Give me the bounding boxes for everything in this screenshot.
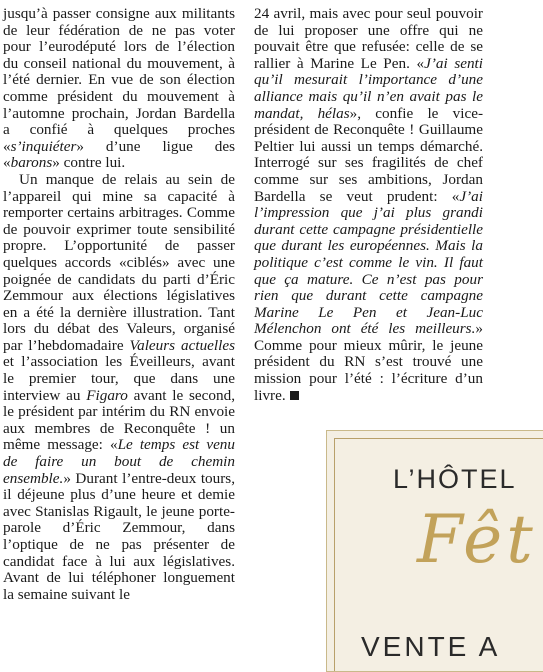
paragraph-text: avant le second, le président par intérim du RN envoie aux membres de Reconquête ! un même message: « [3, 386, 235, 454]
advertisement[interactable] [326, 430, 543, 672]
paragraph-text: 24 avril, mais avec pour seul pouvoir de lui proposer une offre qui ne pouvait être que refusée: celle de se rallier à Marine Le Pen. « [254, 5, 483, 72]
quote-text: J’ai l’impression que j’ai plus grandi durant cette campagne présidentielle que durant les européennes. Mais la politique c’est comme le vin. Il faut que ça mature. Ce n’est pas pour rien que durant cette campagne Marine Le Pen et Jean-Luc Mélenchon ont été les meilleurs. [254, 187, 483, 338]
paragraph-text: Un manque de relais au sein de l’appareil qui mine sa capacité à remporter certains arbitrages. Comme de pouvoir exprimer toute sensibilité propre. L’opportunité de passer quelques accords «ciblés» avec une poignée de candidats du parti d’Éric Zemmour aux élections législatives en a été la dernière illustration. Tant lors du débat des Valeurs, organisé par l’hebdomadaire [3, 170, 235, 354]
quote-text: s’inquiéter [10, 137, 77, 155]
paragraph-text: », confie le vice-président de Reconquête ! Guillaume Peltier lui aussi un temps démarché. Interrogé sur ses fragilités de chef comme sur ses ambitions, Jordan Bardella se veut prudent: « [254, 104, 483, 205]
paragraph-text: » Comme pour mieux mûrir, le jeune président du RN s’est trouvé une mission pour l’été : l’écriture d’un livre. [254, 320, 483, 404]
paragraph-text: jusqu’à passer consigne aux militants de leur fédération de ne pas voter pour l’eurodéputé lors de l’élection du conseil national du mouvement, à l’été dernier. En vue de son élection comme président du mouvement à l’automne prochain, Jordan Bardella a confié à quelques proches « [3, 5, 235, 155]
ad-script-title: Fêt [417, 501, 537, 578]
quote-text: Le temps est venu de faire un bout de chemin ensemble. [3, 436, 235, 487]
ad-subtitle: VENTE A [361, 631, 501, 662]
paragraph-text: » d’une ligue des « [3, 137, 235, 172]
paragraph-text: » Durant l’entre-deux tours, il déjeune plus d’une heure et demie avec Stanislas Rigault, le jeune porte-parole d’Éric Zemmour, dans l’optique de ne pas présenter de candidat face à lui aux législatives. Avant de lui téléphoner longuement la semaine suivant le [3, 469, 235, 603]
quote-text: J’ai senti qu’il mesurait l’importance d’une alliance mais qu’il n’en avait pas le mandat, hélas [254, 54, 483, 122]
paragraph-text: » contre lui. [52, 154, 126, 172]
article-paragraph [254, 6, 483, 404]
article-column-right [254, 6, 483, 404]
quote-text: barons [10, 154, 53, 172]
article-column-left [3, 6, 235, 603]
ad-brand: L’HÔTEL [393, 464, 517, 494]
end-of-article-mark [290, 391, 299, 400]
publication-name: Figaro [86, 386, 128, 404]
paragraph-text: et l’association les Éveilleurs, avant le premier tour, que dans une interview au [3, 353, 235, 404]
article-paragraph [3, 6, 235, 172]
article-paragraph [3, 172, 235, 603]
publication-name: Valeurs actuelles [129, 336, 235, 354]
